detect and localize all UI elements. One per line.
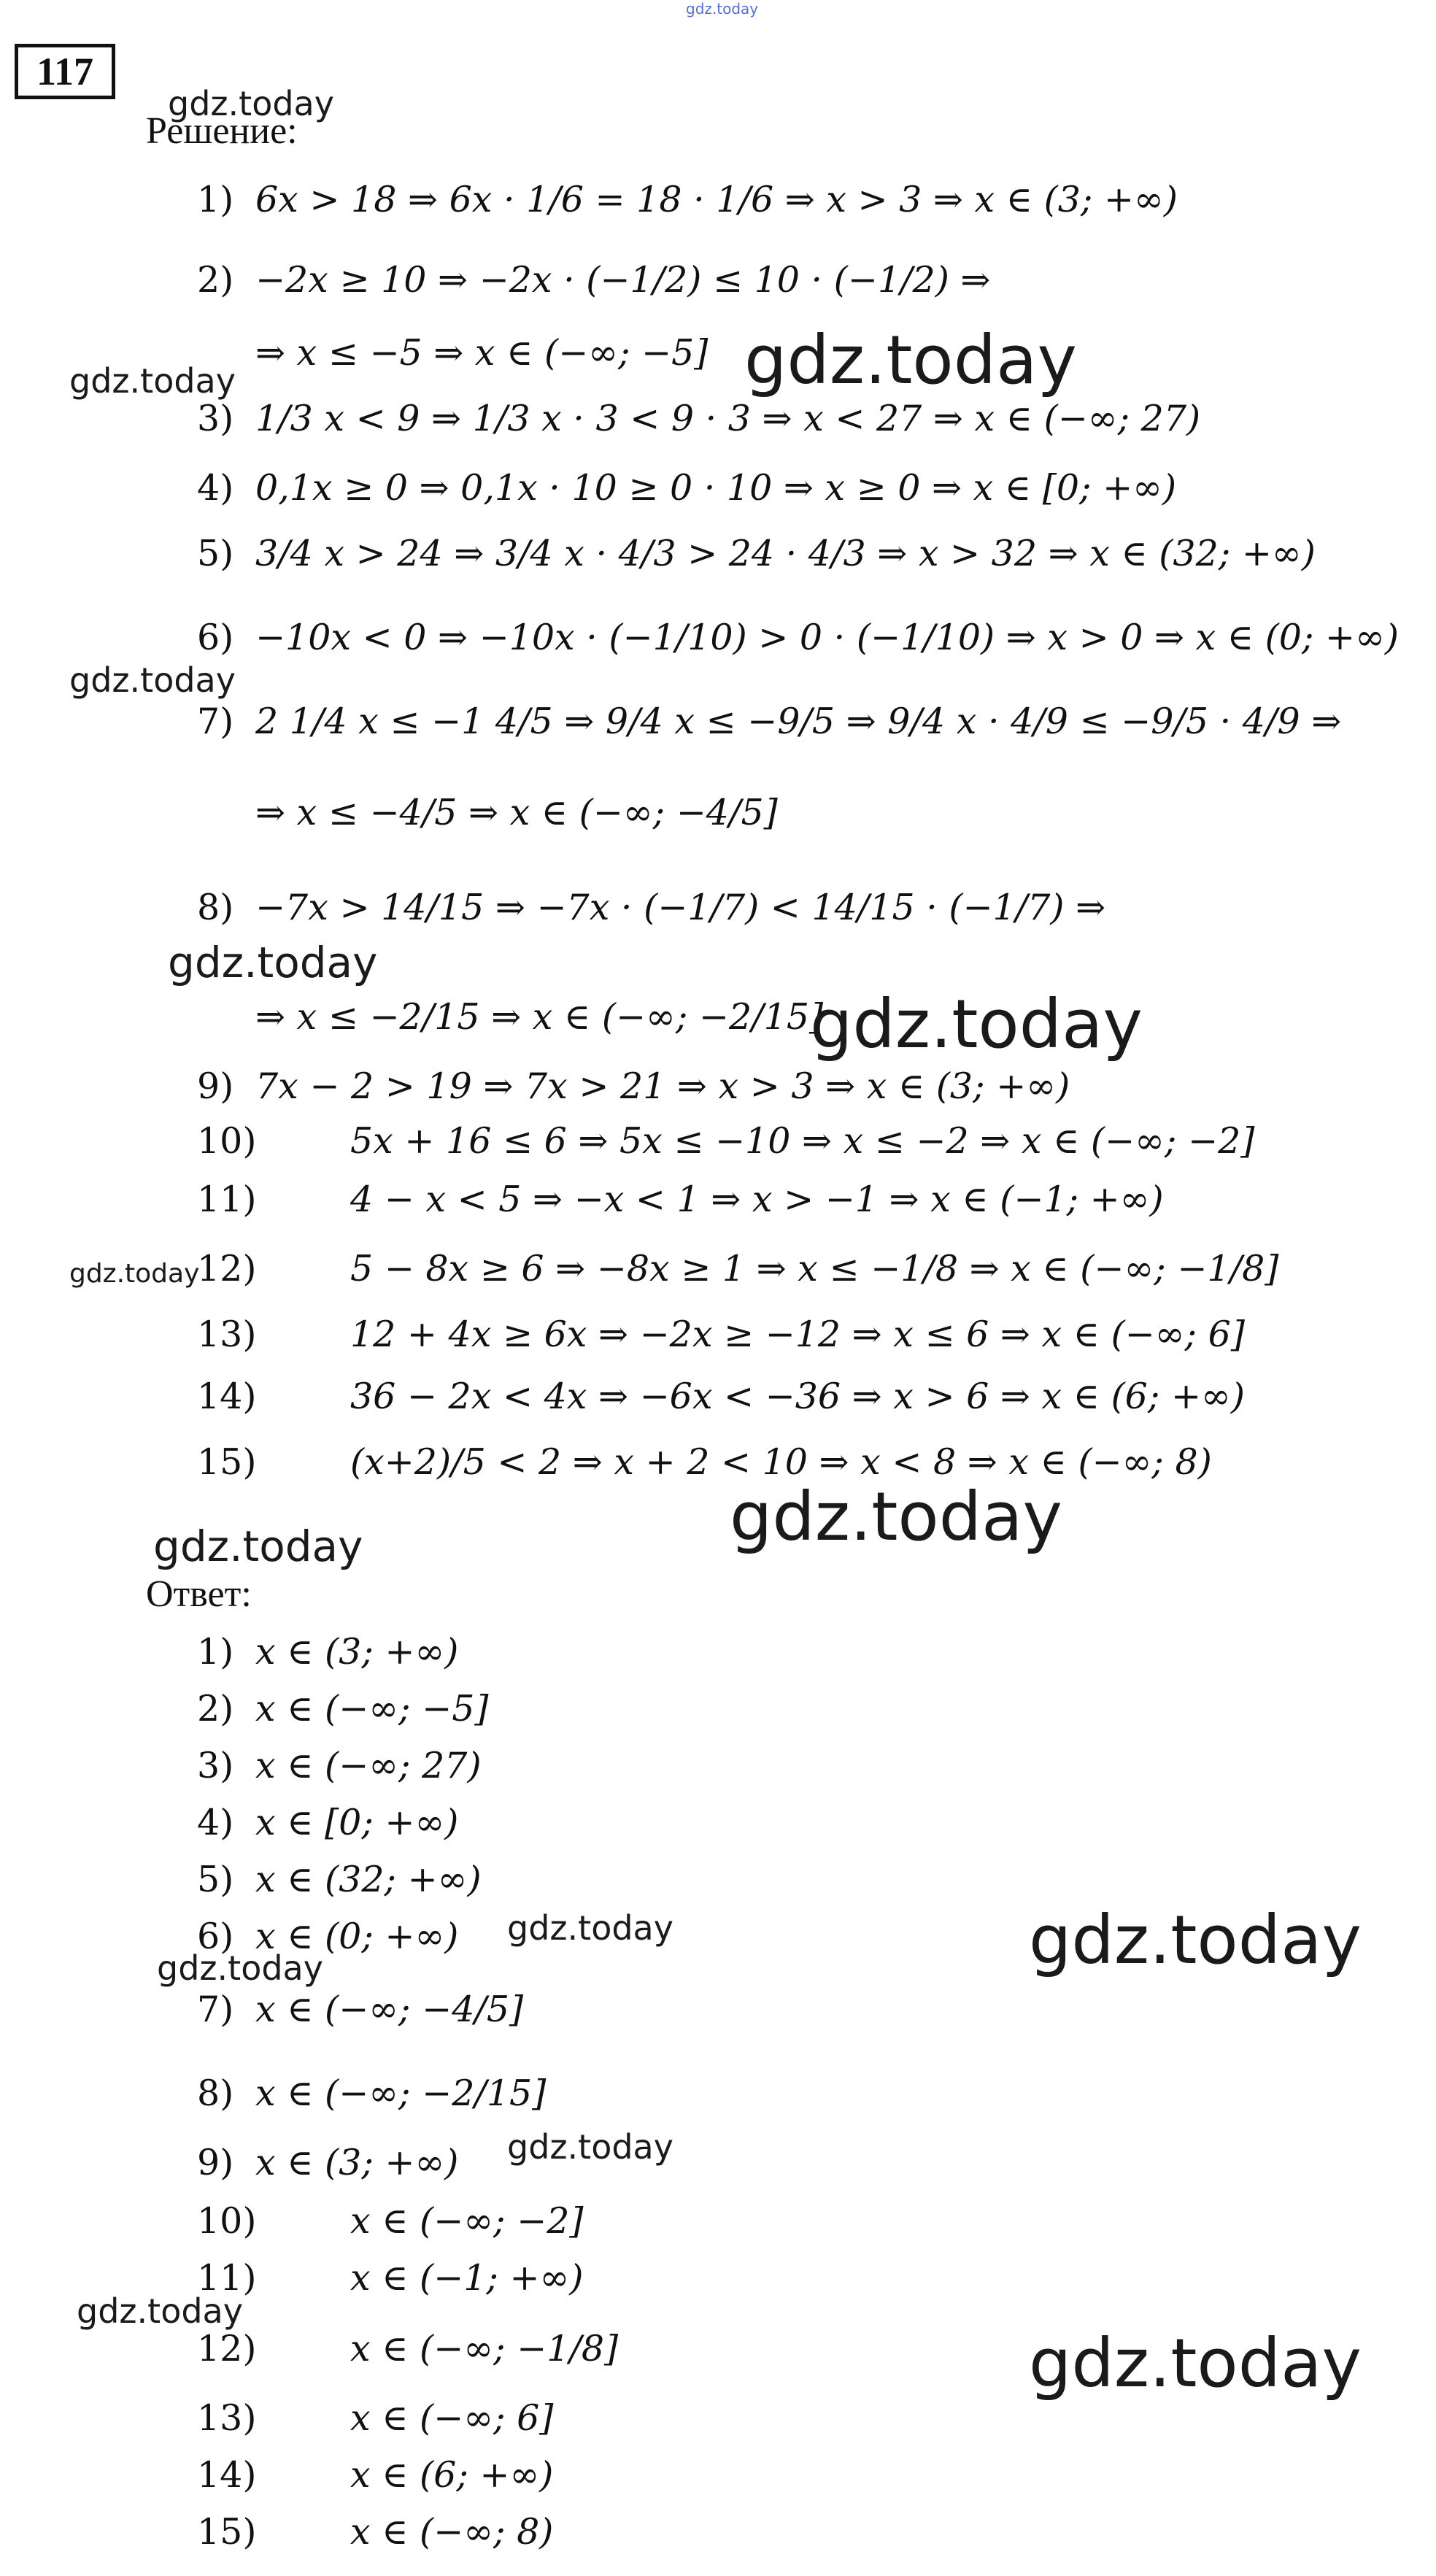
answer-line-3: 3) x ∈ (−∞; 27): [197, 1745, 482, 1786]
solution-line-3: 3) 1/3 x < 9 ⇒ 1/3 x · 3 < 9 · 3 ⇒ x < 27 ⇒ x ∈ (−∞; 27): [197, 398, 1201, 439]
solution-line-2-cont: ⇒ x ≤ −5 ⇒ x ∈ (−∞; −5]: [255, 332, 709, 374]
answer-line-14: 14) x ∈ (6; +∞): [197, 2454, 554, 2496]
solution-line-7: 7) 2 1/4 x ≤ −1 4/5 ⇒ 9/4 x ≤ −9/5 ⇒ 9/4 x · 4/9 ≤ −9/5 · 4/9 ⇒: [197, 701, 1342, 742]
watermark: gdz.today: [744, 321, 1077, 399]
watermark: gdz.today: [507, 2127, 673, 2167]
solution-line-2: 2) −2x ≥ 10 ⇒ −2x · (−1/2) ≤ 10 · (−1/2) ⇒: [197, 259, 991, 301]
answer-heading: Ответ:: [146, 1573, 252, 1615]
solution-line-13: 13) 12 + 4x ≥ 6x ⇒ −2x ≥ −12 ⇒ x ≤ 6 ⇒ x ∈ (−∞; 6]: [197, 1314, 1245, 1355]
watermark: gdz.today: [69, 1259, 200, 1289]
answer-line-12: 12) x ∈ (−∞; −1/8]: [197, 2328, 619, 2369]
answer-line-11: 11) x ∈ (−1; +∞): [197, 2257, 584, 2299]
answer-line-10: 10) x ∈ (−∞; −2]: [197, 2200, 584, 2242]
solution-heading: Решение:: [146, 110, 298, 152]
solution-line-10: 10) 5x + 16 ≤ 6 ⇒ 5x ≤ −10 ⇒ x ≤ −2 ⇒ x ∈ (−∞; −2]: [197, 1120, 1255, 1162]
top-watermark: gdz.today: [686, 0, 759, 18]
watermark: gdz.today: [1029, 2324, 1362, 2402]
answer-line-1: 1) x ∈ (3; +∞): [197, 1631, 459, 1673]
answer-line-15: 15) x ∈ (−∞; 8): [197, 2511, 554, 2553]
problem-number: 117: [15, 44, 115, 99]
watermark: gdz.today: [810, 985, 1143, 1063]
watermark: gdz.today: [1029, 1901, 1362, 1979]
answer-line-2: 2) x ∈ (−∞; −5]: [197, 1688, 489, 1729]
solution-line-12: 12) 5 − 8x ≥ 6 ⇒ −8x ≥ 1 ⇒ x ≤ −1/8 ⇒ x ∈ (−∞; −1/8]: [197, 1248, 1279, 1289]
solution-line-4: 4) 0,1x ≥ 0 ⇒ 0,1x · 10 ≥ 0 · 10 ⇒ x ≥ 0 ⇒ x ∈ [0; +∞): [197, 467, 1177, 509]
solution-line-6: 6) −10x < 0 ⇒ −10x · (−1/10) > 0 · (−1/10) ⇒ x > 0 ⇒ x ∈ (0; +∞): [197, 617, 1400, 658]
answer-line-9: 9) x ∈ (3; +∞): [197, 2142, 459, 2183]
solution-line-8: 8) −7x > 14/15 ⇒ −7x · (−1/7) < 14/15 · (−1/7) ⇒: [197, 887, 1106, 928]
solution-line-15: 15) (x+2)/5 < 2 ⇒ x + 2 < 10 ⇒ x < 8 ⇒ x ∈ (−∞; 8): [197, 1441, 1212, 1483]
solution-line-14: 14) 36 − 2x < 4x ⇒ −6x < −36 ⇒ x > 6 ⇒ x ∈ (6; +∞): [197, 1376, 1245, 1417]
solution-line-7-cont: ⇒ x ≤ −4/5 ⇒ x ∈ (−∞; −4/5]: [255, 792, 778, 833]
watermark: gdz.today: [69, 361, 236, 401]
watermark: gdz.today: [730, 1478, 1062, 1556]
watermark: gdz.today: [507, 1908, 673, 1948]
watermark: gdz.today: [168, 84, 334, 123]
solution-line-11: 11) 4 − x < 5 ⇒ −x < 1 ⇒ x > −1 ⇒ x ∈ (−1; +∞): [197, 1179, 1164, 1220]
answer-line-5: 5) x ∈ (32; +∞): [197, 1859, 482, 1900]
solution-line-5: 5) 3/4 x > 24 ⇒ 3/4 x · 4/3 > 24 · 4/3 ⇒ x > 32 ⇒ x ∈ (32; +∞): [197, 533, 1316, 574]
watermark: gdz.today: [153, 1522, 363, 1571]
watermark: gdz.today: [77, 2291, 243, 2331]
answer-line-8: 8) x ∈ (−∞; −2/15]: [197, 2072, 547, 2114]
solution-line-1: 1) 6x > 18 ⇒ 6x · 1/6 = 18 · 1/6 ⇒ x > 3 ⇒ x ∈ (3; +∞): [197, 179, 1178, 220]
answer-line-13: 13) x ∈ (−∞; 6]: [197, 2397, 554, 2439]
watermark: gdz.today: [157, 1948, 323, 1988]
watermark: gdz.today: [168, 938, 378, 987]
answer-line-7: 7) x ∈ (−∞; −4/5]: [197, 1989, 524, 2030]
solution-line-9: 9) 7x − 2 > 19 ⇒ 7x > 21 ⇒ x > 3 ⇒ x ∈ (3; +∞): [197, 1065, 1070, 1107]
watermark: gdz.today: [69, 660, 236, 700]
answer-line-6: 6) x ∈ (0; +∞): [197, 1916, 459, 1957]
solution-line-8-cont: ⇒ x ≤ −2/15 ⇒ x ∈ (−∞; −2/15]: [255, 996, 824, 1038]
answer-line-4: 4) x ∈ [0; +∞): [197, 1802, 459, 1843]
